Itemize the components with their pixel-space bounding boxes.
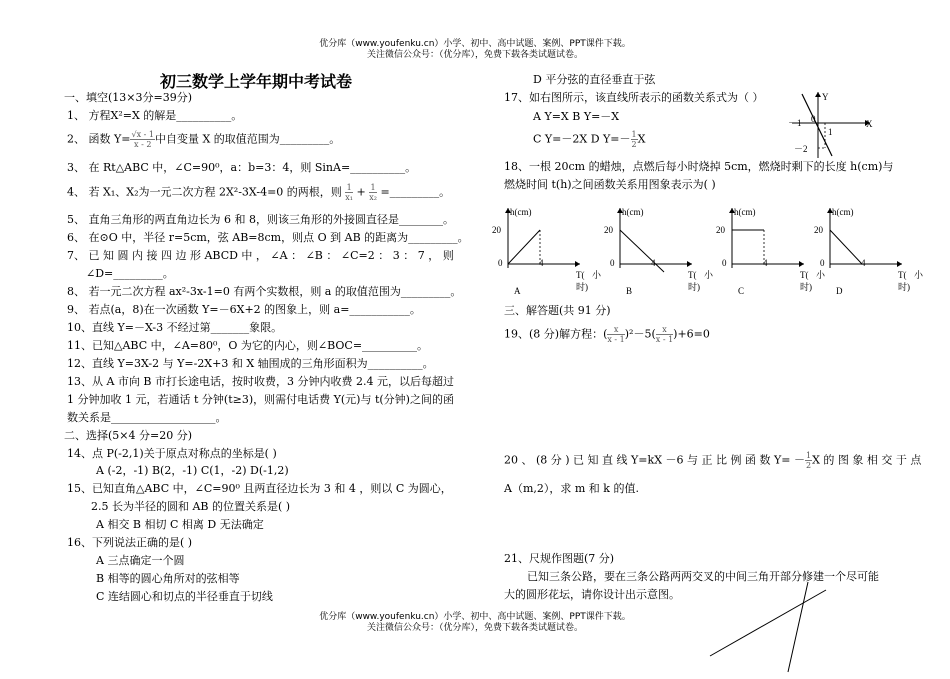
graph-A-20-label: 20 [492, 225, 501, 235]
graph-C-unit-label: 小 [816, 270, 826, 280]
q17-neg1: －1 [788, 118, 802, 128]
section-3-heading: 三、解答题(共 91 分) [504, 304, 611, 317]
graph-A-name: A [514, 286, 521, 296]
question-17: 17、如右图所示，该直线所表示的函数关系式为（ ） [504, 91, 764, 104]
q17-origin: 0 [811, 114, 816, 124]
question-9: 9、 若点(a，8)在一次函数 Y=－6X+2 的图象上，则 a=___________。 [67, 303, 421, 316]
graph-B-line [620, 230, 664, 272]
question-17-options-ab: A Y=X B Y=－X [533, 110, 620, 123]
q4-suffix: =_________。 [380, 185, 451, 199]
question-14-options: A (-2，-1) B(2，-1) C(1，-2) D(-1,2) [96, 464, 289, 477]
graph-A-zero-label: 0 [498, 258, 503, 268]
footer-line-2: 关注微信公众号：（优分库），免费下载各类试题试卷。 [366, 623, 583, 633]
question-12: 12、直线 Y=3X-2 与 Y=-2X+3 和 X 轴围成的三角形面积为__________。 [67, 357, 434, 370]
graph-C-zero-label: 0 [722, 258, 727, 268]
graph-C-name: C [738, 286, 745, 296]
q4-fraction-2 [369, 183, 377, 202]
q2-frac-den: x - 2 [134, 140, 152, 149]
section-1-heading: 一、填空(13×3分=39分) [64, 91, 193, 104]
question-16: 16、下列说法正确的是( ) [67, 536, 193, 549]
question-16-option-b: B 相等的圆心角所对的弦相等 [96, 572, 240, 585]
question-3: 3、 在 Rt△ABC 中，∠C=90⁰，a：b=3：4，则 SinA=__________。 [67, 161, 417, 174]
graph-C-20-label: 20 [716, 225, 725, 235]
question-21: 21、尺规作图题(7 分) [504, 552, 615, 565]
question-18-cont: 燃烧时间 t(h)之间函数关系用图象表示为( ) [504, 178, 716, 191]
q4-f1-den: x₁ [345, 193, 354, 202]
graph-D-line [830, 230, 862, 264]
q4-f1-num: 1 [346, 183, 352, 192]
q2-frac-num: √x - 1 [131, 130, 154, 139]
question-13-cont-1: 1 分钟加收 1 元，若通话 t 分钟(t≥3)，则需付电话费 Y(元)与 t(分钟)之间的函 [67, 393, 454, 406]
section-2-heading: 二、选择(5×4 分=20 分) [64, 429, 193, 442]
question-21-text-1: 已知三条公路，要在三条公路两两交叉的中间三角开部分修建一个尽可能 [527, 570, 879, 583]
q17-frac-num: 1 [631, 130, 637, 139]
question-21-text-2: 大的圆形花坛，请你设计出示意图。 [504, 588, 680, 601]
q17-one: 1 [828, 127, 833, 137]
q17-y-label: Y [822, 92, 829, 102]
header-line-2: 关注微信公众号：（优分库），免费下载各类试题试卷。 [366, 50, 583, 60]
graph-C-t-label: T( [800, 270, 809, 280]
graph-B-name: B [626, 286, 633, 296]
q17-fraction [631, 130, 638, 149]
graph-D-unit-label: 小 [914, 270, 924, 280]
question-7-cont: ∠D=_________。 [86, 267, 174, 280]
q20-frac-den: 2 [805, 461, 812, 470]
graph-C-h-label: h(cm) [734, 207, 756, 217]
q4-f2-num: 1 [370, 183, 376, 192]
question-17-options-cd [533, 130, 645, 149]
q4-fraction-1 [345, 183, 353, 202]
graph-D-20-label: 20 [814, 225, 823, 235]
graph-D-zero-label: 0 [820, 258, 825, 268]
graph-B-t-label-2: 时) [688, 282, 700, 292]
q19-fraction-2 [656, 325, 673, 344]
question-19 [504, 325, 710, 344]
q4-plus: + [356, 185, 366, 199]
q20-suffix: X 的 图 象 相 交 于 点 [812, 453, 922, 467]
question-15-options: A 相交 B 相切 C 相离 D 无法确定 [96, 518, 264, 531]
header-line-1: 优分库（www.youfenku.cn）小学、初中、高中试题、案例、PPT课件下载。 [319, 39, 631, 49]
q19-fraction-1 [607, 325, 624, 344]
question-13: 13、从 A 市向 B 市打长途电话，按时收费，3 分钟内收费 2.4 元，以后每超过 [67, 375, 454, 388]
q18-graph-group [492, 207, 924, 296]
graph-A-x-arrow [575, 261, 580, 267]
q20-frac-num: 1 [805, 451, 812, 460]
question-15-cont: 2.5 长为半径的圆和 AB 的位置关系是( ) [91, 500, 291, 513]
graph-A-t-label: T( [576, 270, 585, 280]
q2-prefix: 2、 函数 Y= [67, 132, 131, 146]
graph-B-zero-label: 0 [610, 258, 615, 268]
page-title: 初三数学上学年期中考试卷 [160, 72, 353, 91]
q17-frac-den: 2 [631, 140, 637, 149]
q19-prefix: 19、(8 分)解方程：( [504, 327, 608, 341]
graph-C-x-arrow [799, 261, 804, 267]
page-footer [0, 612, 950, 634]
question-16-option-d: D 平分弦的直径垂直于弦 [533, 73, 656, 86]
graph-D-four-label: 4 [861, 258, 866, 268]
q17-d-x: X [637, 132, 646, 146]
question-11: 11、已知△ABC 中，∠A=80⁰，O 为它的内心，则∠BOC=__________。 [67, 339, 429, 352]
q17-x-label: X [866, 119, 873, 129]
graph-D-name: D [836, 286, 843, 296]
graph-C-four-label: 4 [763, 258, 768, 268]
q18-graphs [488, 202, 928, 300]
graph-D-h-label: h(cm) [832, 207, 854, 217]
graph-B-h-label: h(cm) [622, 207, 644, 217]
question-13-cont-2: 数关系是___________________。 [67, 411, 227, 424]
q19-f1-num: x [607, 325, 624, 335]
question-16-option-a: A 三点确定一个圆 [96, 554, 185, 567]
question-10: 10、直线 Y=－X-3 不经过第_______象限。 [67, 321, 283, 334]
q19-f2-num: x [656, 325, 673, 335]
question-14: 14、点 P(-2,1)关于原点对称点的坐标是( ) [67, 447, 277, 460]
question-15: 15、已知直角△ABC 中，∠C=90⁰ 且两直径边长为 3 和 4 ，则以 C 为圆心， [67, 482, 452, 495]
q2-suffix: 中自变量 X 的取值范围为_________。 [154, 132, 341, 146]
q19-mid: )²－5( [624, 327, 656, 341]
graph-D-x-arrow [897, 261, 902, 267]
q4-f2-den: x₂ [369, 193, 377, 202]
q17-graph [788, 88, 878, 160]
question-20 [504, 451, 921, 470]
graph-D-t-label: T( [898, 270, 907, 280]
graph-C-t-label-2: 时) [800, 282, 812, 292]
question-2 [67, 130, 340, 149]
graph-B-unit-label: 小 [704, 270, 714, 280]
graph-B-four-label: 4 [651, 258, 656, 268]
question-4 [67, 183, 450, 202]
q19-suffix: )+6=0 [673, 327, 710, 341]
graph-A-unit-label: 小 [592, 270, 602, 280]
graph-A-h-label: h(cm) [510, 207, 532, 217]
q17-neg2: －2 [794, 144, 808, 154]
page-header [0, 39, 950, 61]
question-7: 7、 已 知 圆 内 接 四 边 形 ABCD 中 ， ∠A ： ∠B ： ∠C=2 ： 3 ： 7 ， 则 [67, 249, 454, 262]
graph-A-t-label-2: 时) [576, 282, 588, 292]
q17-y-arrow [815, 92, 821, 97]
q2-fraction [130, 130, 155, 149]
question-16-option-c: C 连结圆心和切点的半径垂直于切线 [96, 590, 273, 603]
question-8: 8、 若一元二次方程 ax²-3x-1=0 有两个实数根，则 a 的取值范围为_________。 [67, 285, 462, 298]
graph-B-20-label: 20 [604, 225, 613, 235]
graph-A-four-label: 4 [539, 258, 544, 268]
q19-f1-den: x - 1 [607, 335, 625, 344]
question-5: 5、 直角三角形的两直角边长为 6 和 8，则该三角形的外接圆直径是________。 [67, 213, 454, 226]
question-1: 1、 方程X²=X 的解是__________。 [67, 109, 243, 122]
graph-A-line [508, 230, 540, 264]
graph-D-t-label-2: 时) [898, 282, 910, 292]
question-6: 6、 在⊙O 中，半径 r=5cm，弦 AB=8cm，则点 O 到 AB 的距离为_________。 [67, 231, 469, 244]
q19-f2-den: x - 1 [655, 335, 674, 344]
q4-prefix: 4、 若 X₁、X₂为一元二次方程 2X²-3X-4=0 的两根，则 [67, 185, 342, 199]
question-18: 18、一根 20cm 的蜡烛，点燃后每小时烧掉 5cm，燃烧时剩下的长度 h(cm)与 [504, 160, 894, 173]
graph-B-x-arrow [687, 261, 692, 267]
graph-B-t-label: T( [688, 270, 697, 280]
question-20-cont: A（m,2），求 m 和 k 的值. [504, 482, 639, 495]
footer-line-1: 优分库（www.youfenku.cn）小学、初中、高中试题、案例、PPT课件下载。 [319, 612, 631, 622]
q20-fraction [805, 451, 812, 470]
q17-cd-prefix: C Y=－2X D Y=－ [533, 132, 631, 146]
q20-prefix: 20 、 (8 分 ) 已 知 直 线 Y=kX －6 与 正 比 例 函 数 Y= － [504, 453, 805, 467]
